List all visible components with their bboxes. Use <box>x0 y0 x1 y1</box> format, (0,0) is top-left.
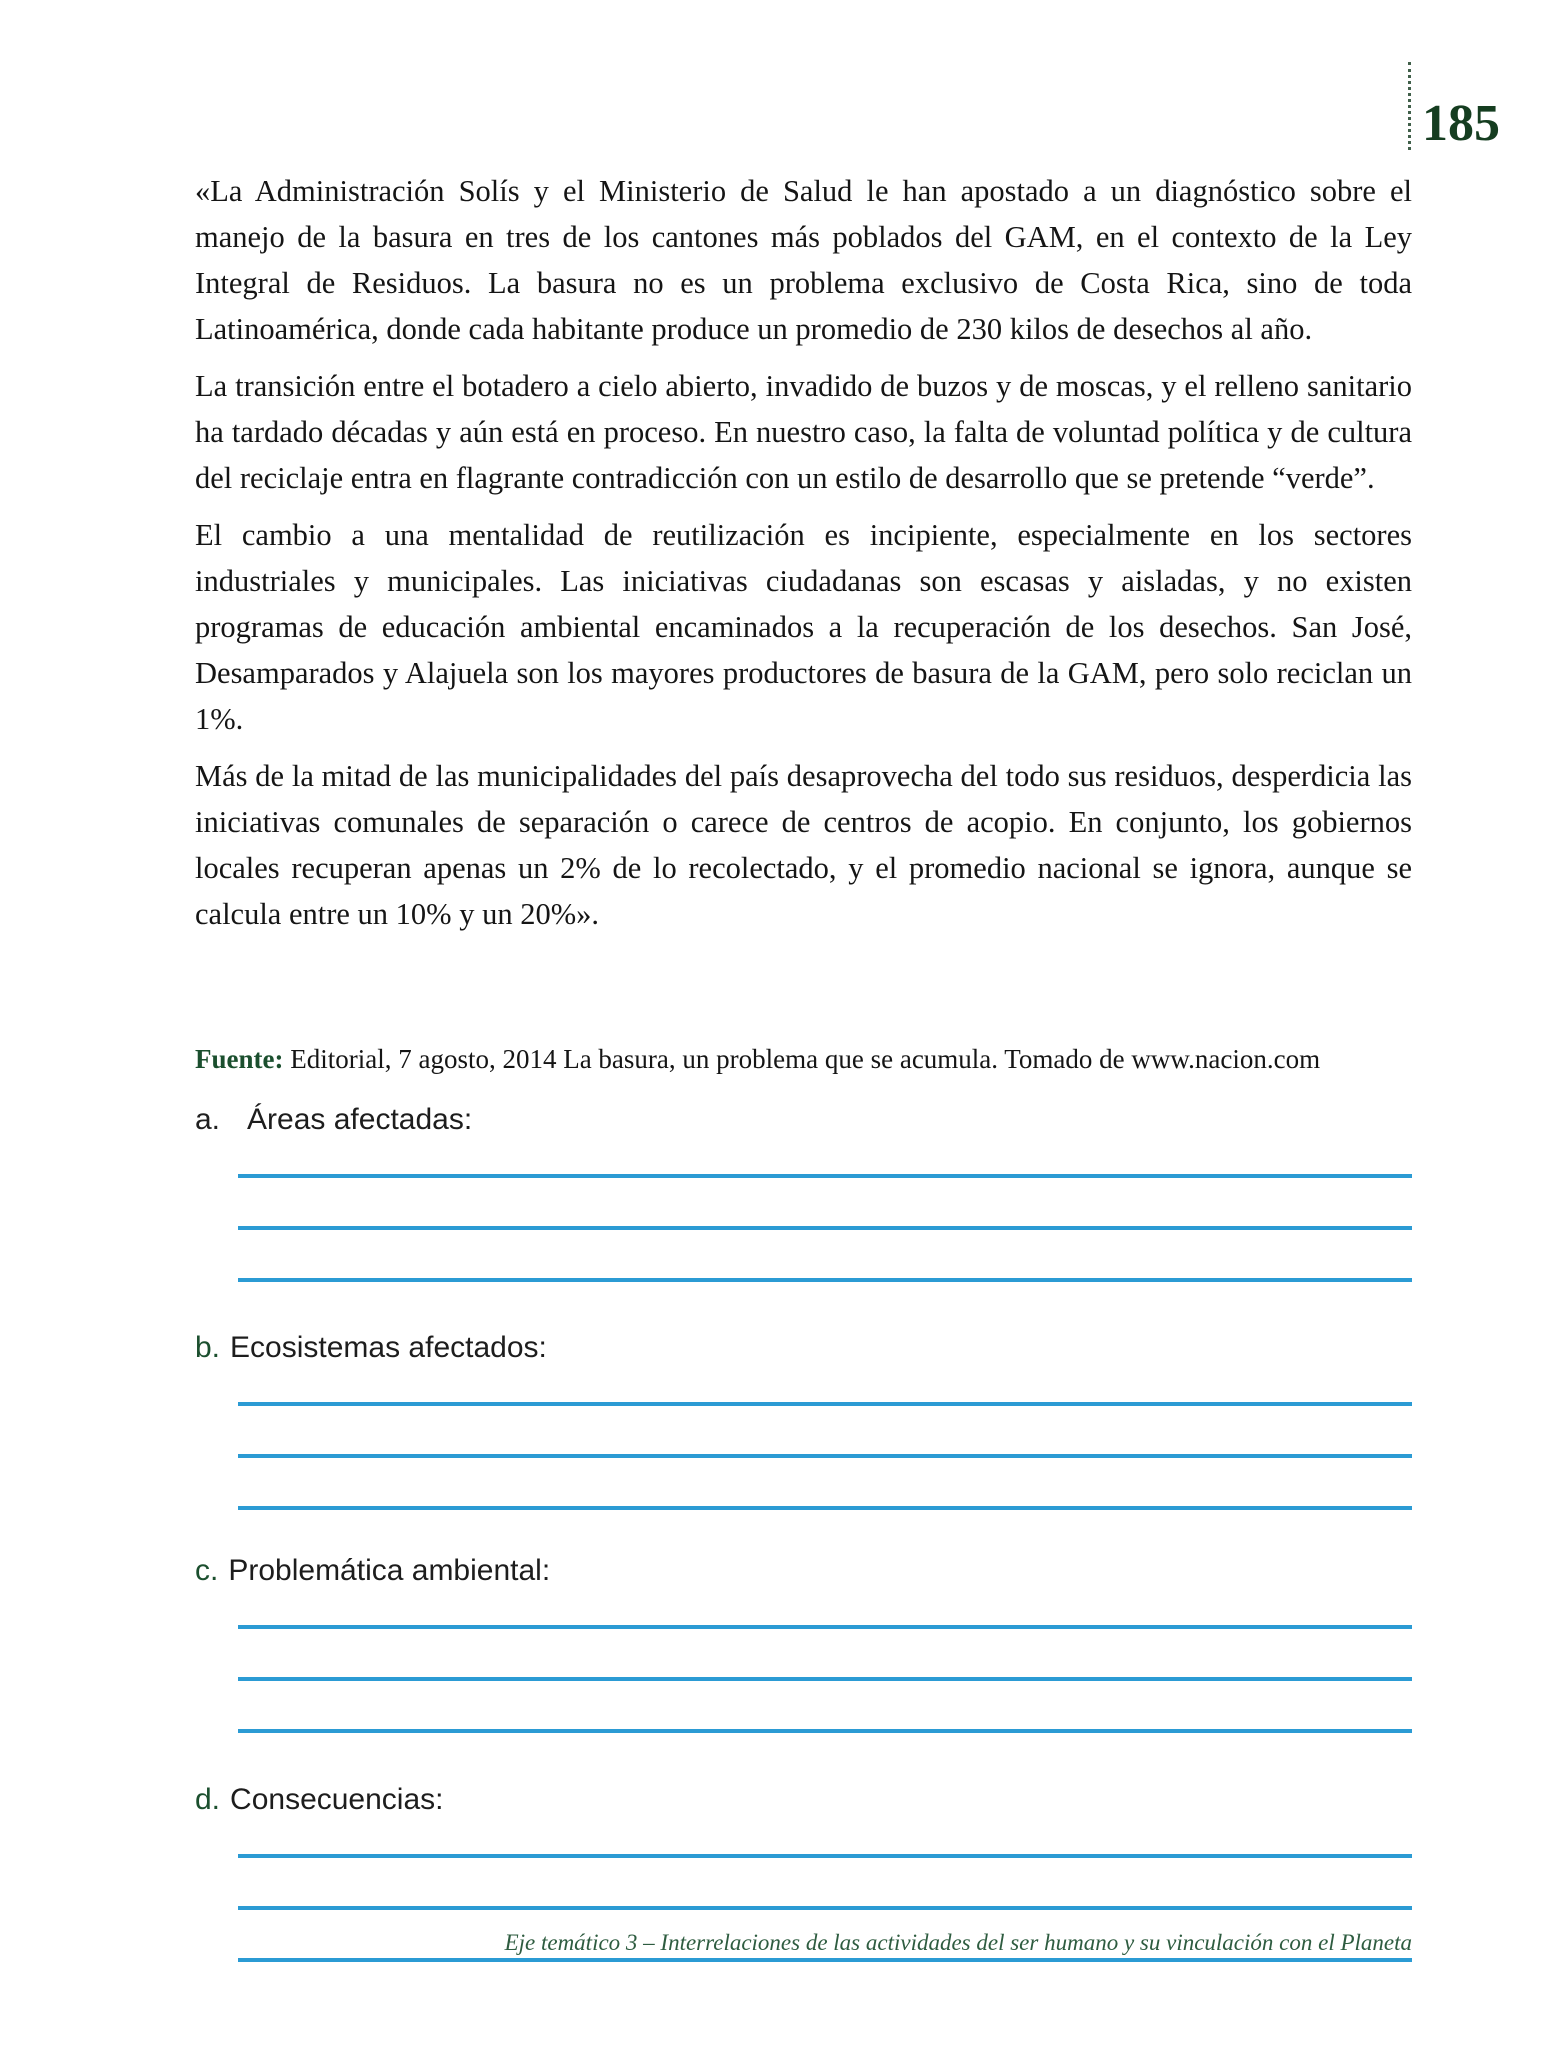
answer-line <box>238 1174 1412 1178</box>
question-title: Problemática ambiental: <box>228 1554 551 1587</box>
paragraph: Más de la mitad de las municipalidades del país desaprovecha del todo sus residuos, desperdicia las iniciativas comunales de separación o carece de centros de acopio. En conjunto, los gobiernos locales recuperan apenas un 2% de lo recolectado, y el promedio nacional se ignora, aunque se calcula entre un 10% y un 20%». <box>195 759 1412 931</box>
answer-line <box>238 1625 1412 1629</box>
answer-line <box>238 1854 1412 1858</box>
question-title: Consecuencias: <box>230 1783 444 1816</box>
question-letter: a. <box>195 1103 221 1136</box>
source-text: Editorial, 7 agosto, 2014 La basura, un problema que se acumula. Tomado de www.nacion.com <box>283 1044 1321 1074</box>
question-title: Áreas afectadas: <box>247 1103 473 1136</box>
paragraph: El cambio a una mentalidad de reutilización es incipiente, especialmente en los sectores industriales y municipales. Las iniciativas ciudadanas son escasas y aisladas, y no existen programas de educación ambiental encaminados a la recuperación de los desechos. San José, Desamparados y Alajuela son los mayores productores de basura de la GAM, pero solo reciclan un 1%. <box>195 518 1412 736</box>
question-letter: d. <box>195 1783 221 1816</box>
dotted-rule <box>1408 62 1411 150</box>
answer-line <box>238 1677 1412 1681</box>
question-label <box>195 1782 1412 1820</box>
question-label <box>195 1553 1412 1591</box>
question-ecosistemas-afectados <box>195 1330 1412 1510</box>
question-problematica-ambiental <box>195 1553 1412 1733</box>
answer-line <box>238 1506 1412 1510</box>
answer-line <box>238 1402 1412 1406</box>
paragraph: La transición entre el botadero a cielo abierto, invadido de buzos y de moscas, y el relleno sanitario ha tardado décadas y aún está en proceso. En nuestro caso, la falta de voluntad política y de cultura del reciclaje entra en flagrante contradicción con un estilo de desarrollo que se pretende “verde”. <box>195 369 1412 495</box>
answer-line <box>238 1454 1412 1458</box>
question-label <box>195 1330 1412 1368</box>
answer-line <box>238 1278 1412 1282</box>
source-label: Fuente: <box>195 1044 284 1074</box>
footer-theme-caption: Eje temático 3 – Interrelaciones de las actividades del ser humano y su vinculación con el Planeta <box>504 1930 1412 1955</box>
question-label <box>195 1102 1412 1140</box>
question-areas-afectadas <box>195 1102 1412 1282</box>
article-body <box>195 168 1412 948</box>
source-line <box>195 1042 1425 1076</box>
question-letter: b. <box>195 1331 221 1364</box>
question-letter: c. <box>195 1554 219 1587</box>
question-title: Ecosistemas afectados: <box>230 1331 547 1364</box>
answer-line <box>238 1729 1412 1733</box>
answer-line <box>238 1226 1412 1230</box>
page-number: 185 <box>1422 95 1500 152</box>
answer-line <box>238 1958 1412 1962</box>
answer-line <box>238 1906 1412 1910</box>
paragraph: «La Administración Solís y el Ministerio de Salud le han apostado a un diagnóstico sobre el manejo de la basura en tres de los cantones más poblados del GAM, en el contexto de la Ley Integral de Residuos. La basura no es un problema exclusivo de Costa Rica, sino de toda Latinoamérica, donde cada habitante produce un promedio de 230 kilos de desechos al año. <box>195 174 1412 346</box>
